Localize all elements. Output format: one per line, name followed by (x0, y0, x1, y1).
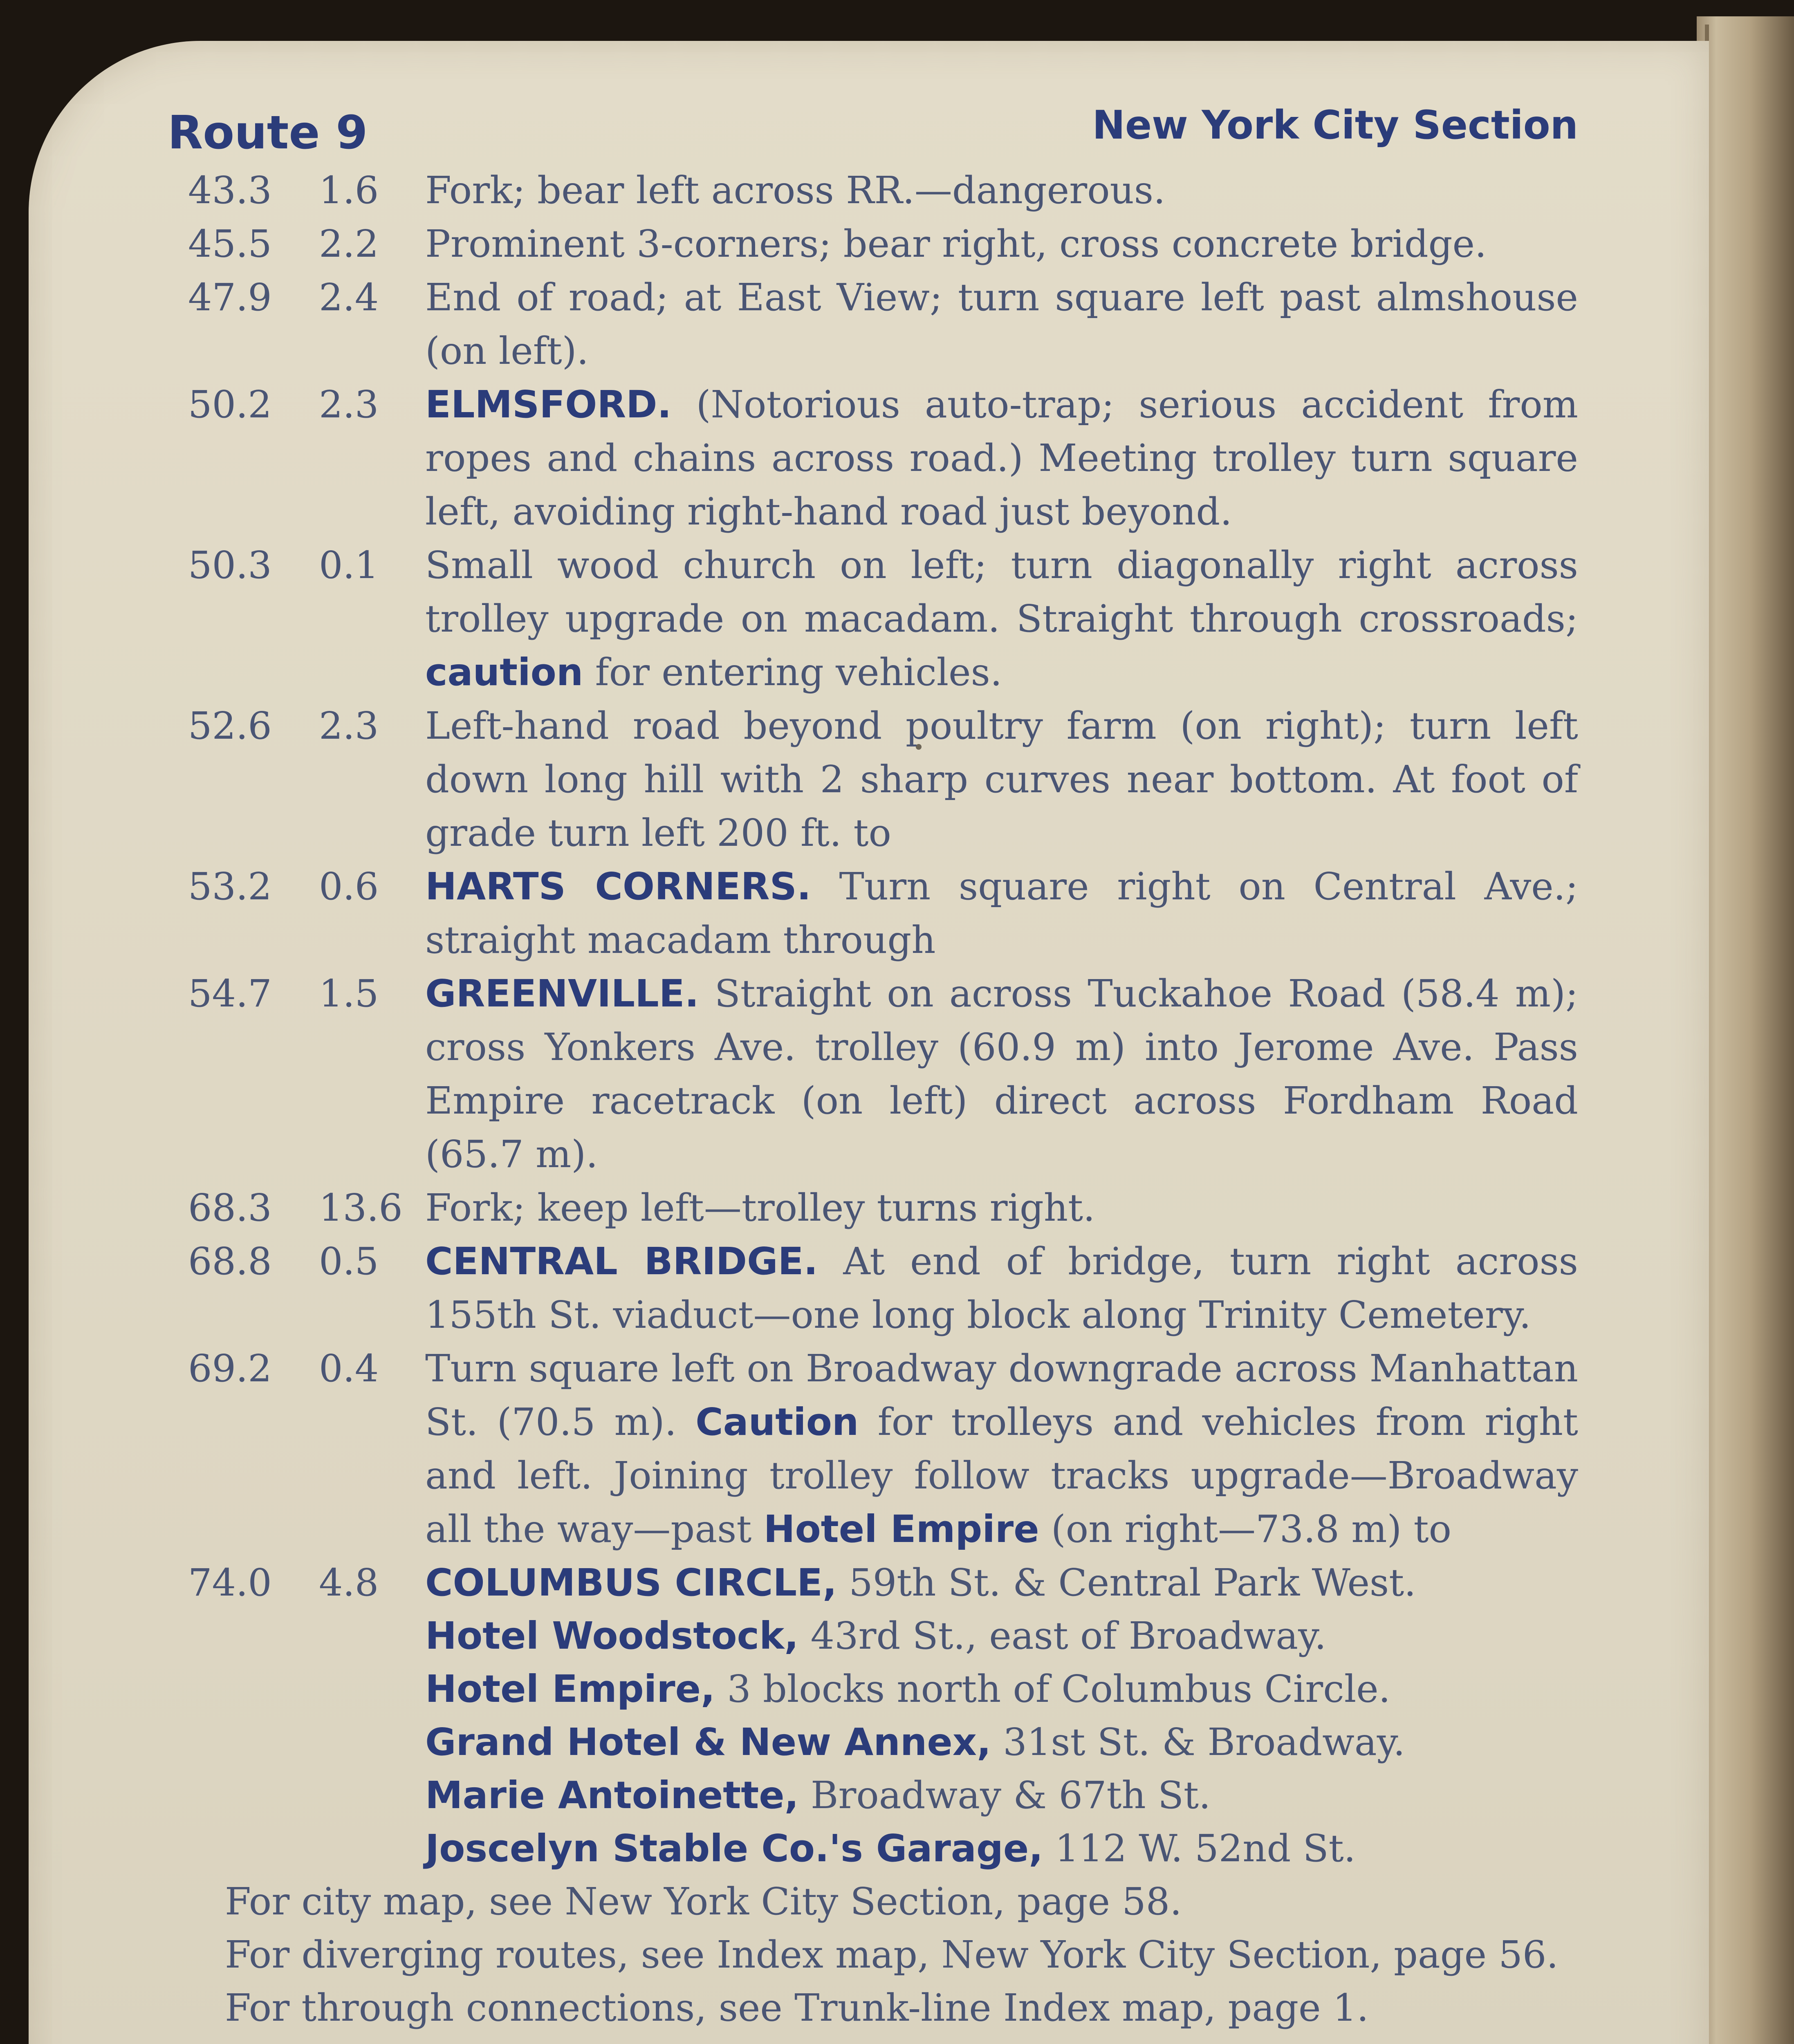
hotel-address: 3 blocks north of Columbus Circle. (715, 1667, 1390, 1711)
total-mileage: 68.3 (188, 1186, 272, 1230)
hotel-address: 43rd St., east of Broadway. (798, 1614, 1327, 1658)
direction-text: Fork; keep left—trolley turns right. (425, 1186, 1095, 1230)
direction-text: (on right—73.8 m) to (1039, 1507, 1451, 1551)
route-entry (172, 1342, 1578, 1556)
direction-text: for entering vehicles. (583, 650, 1002, 694)
direction-text: At end of bridge, turn right across 155th St. viaduct—one long block along Trinity Cemetery. (425, 1239, 1578, 1337)
route-entry (172, 967, 1578, 1181)
total-mileage: 74.0 (188, 1561, 272, 1605)
reference-note: For through connections, see Trunk-line Index map, page 1. (225, 1986, 1369, 2030)
direction-text: Fork; bear left across RR.—dangerous. (425, 168, 1166, 212)
book-gutter (1697, 16, 1794, 2044)
direction-text: Prominent 3-corners; bear right, cross concrete bridge. (425, 222, 1487, 266)
direction-text: Turn square right on Central Ave.; straight macadam through (425, 865, 1578, 962)
intermediate-mileage: 13.6 (319, 1186, 403, 1230)
total-mileage: 50.2 (188, 383, 272, 426)
total-mileage: 68.8 (188, 1239, 272, 1283)
intermediate-mileage: 2.3 (319, 383, 379, 426)
intermediate-mileage: 1.6 (319, 168, 379, 212)
total-mileage: 53.2 (188, 865, 272, 908)
intermediate-mileage: 4.8 (319, 1561, 379, 1605)
entry-text (425, 538, 1578, 699)
place-name: Hotel Empire (763, 1507, 1039, 1551)
route-heading: Route 9 (168, 106, 368, 159)
route-entry (172, 538, 1578, 699)
place-name: HARTS CORNERS. (425, 865, 811, 908)
total-mileage: 69.2 (188, 1347, 272, 1390)
intermediate-mileage: 1.5 (319, 972, 379, 1015)
entry-text (425, 967, 1578, 1181)
route-entry (172, 699, 1578, 860)
hotel-entry (172, 1716, 1578, 1769)
hotel-name: Hotel Woodstock, (425, 1614, 799, 1658)
reference-note: For city map, see New York City Section, page 58. (225, 1880, 1182, 1923)
place-name: ELMSFORD. (425, 383, 672, 426)
total-mileage: 52.6 (188, 704, 272, 748)
route-entries (172, 164, 1578, 1609)
total-mileage: 47.9 (188, 276, 272, 319)
entry-text (425, 1556, 1578, 1609)
intermediate-mileage: 2.3 (319, 704, 379, 748)
direction-text: Turn square left on Broadway downgrade across Manhattan St. (70.5 m). (425, 1347, 1578, 1444)
place-name: COLUMBUS CIRCLE, (425, 1561, 837, 1605)
route-entry (172, 164, 1578, 217)
entry-text (425, 860, 1578, 967)
total-mileage: 50.3 (188, 543, 272, 587)
entry-text (425, 217, 1578, 271)
reference-notes (172, 1875, 1578, 2035)
route-entry (172, 378, 1578, 538)
hotel-entry (172, 1822, 1578, 1875)
route-entry (172, 217, 1578, 271)
hotel-name: Grand Hotel & New Annex, (425, 1720, 991, 1764)
place-name: Caution (695, 1400, 859, 1444)
hotel-address: 31st St. & Broadway. (991, 1720, 1405, 1764)
direction-text: (Notorious auto-trap; serious accident from ropes and chains across road.) Meeting trolley turn square left, avoiding right-hand road just beyond. (425, 383, 1578, 533)
entry-text (425, 699, 1578, 860)
intermediate-mileage: 0.4 (319, 1347, 379, 1390)
hotel-address: 112 W. 52nd St. (1043, 1827, 1356, 1870)
intermediate-mileage: 0.5 (319, 1239, 379, 1283)
intermediate-mileage: 2.2 (319, 222, 379, 266)
place-name: CENTRAL BRIDGE. (425, 1239, 818, 1283)
hotel-entry (172, 1663, 1578, 1716)
route-entry (172, 271, 1578, 378)
direction-text: Small wood church on left; turn diagonally right across trolley upgrade on macadam. Straight through crossroads; (425, 543, 1578, 641)
hotel-name: Marie Antoinette, (425, 1773, 799, 1817)
section-heading: New York City Section (1092, 102, 1578, 148)
entry-text (425, 164, 1578, 217)
page-content (168, 94, 1578, 2044)
route-entry (172, 1235, 1578, 1342)
hotel-list (172, 1609, 1578, 1875)
intermediate-mileage: 0.1 (319, 543, 379, 587)
entry-text (425, 1235, 1578, 1342)
total-mileage: 54.7 (188, 972, 272, 1015)
hotel-entry (172, 1609, 1578, 1663)
total-mileage: 45.5 (188, 222, 272, 266)
place-name: GREENVILLE. (425, 972, 699, 1015)
direction-text: Left-hand road beyond poultry farm (on right); turn left down long hill with 2 sharp curves near bottom. At foot of grade turn left 200 ft. to (425, 704, 1578, 855)
page-header (168, 94, 1578, 164)
route-entry (172, 1181, 1578, 1235)
entry-text (425, 271, 1578, 378)
entry-text (425, 1342, 1578, 1556)
direction-text: for trolleys and vehicles from right and left. Joining trolley follow tracks upgrade—Broadway all the way—past (425, 1400, 1578, 1551)
route-entry (172, 1556, 1578, 1609)
route-entry (172, 860, 1578, 967)
intermediate-mileage: 0.6 (319, 865, 379, 908)
direction-text: Straight on across Tuckahoe Road (58.4 m); cross Yonkers Ave. trolley (60.9 m) into Jerome Ave. Pass Empire racetrack (on left) direct across Fordham Road (65.7 m). (425, 972, 1578, 1176)
total-mileage: 43.3 (188, 168, 272, 212)
entry-text (425, 378, 1578, 538)
place-name: caution (425, 650, 583, 694)
hotel-address: Broadway & 67th St. (798, 1773, 1211, 1817)
hotel-name: Hotel Empire, (425, 1667, 715, 1711)
direction-text: 59th St. & Central Park West. (836, 1561, 1416, 1605)
direction-text: End of road; at East View; turn square left past almshouse (on left). (425, 276, 1578, 373)
reference-note: For diverging routes, see Index map, New York City Section, page 56. (225, 1933, 1559, 1977)
hotel-entry (172, 1769, 1578, 1822)
entry-text (425, 1181, 1578, 1235)
hotel-name: Joscelyn Stable Co.'s Garage, (425, 1827, 1043, 1870)
intermediate-mileage: 2.4 (319, 276, 379, 319)
